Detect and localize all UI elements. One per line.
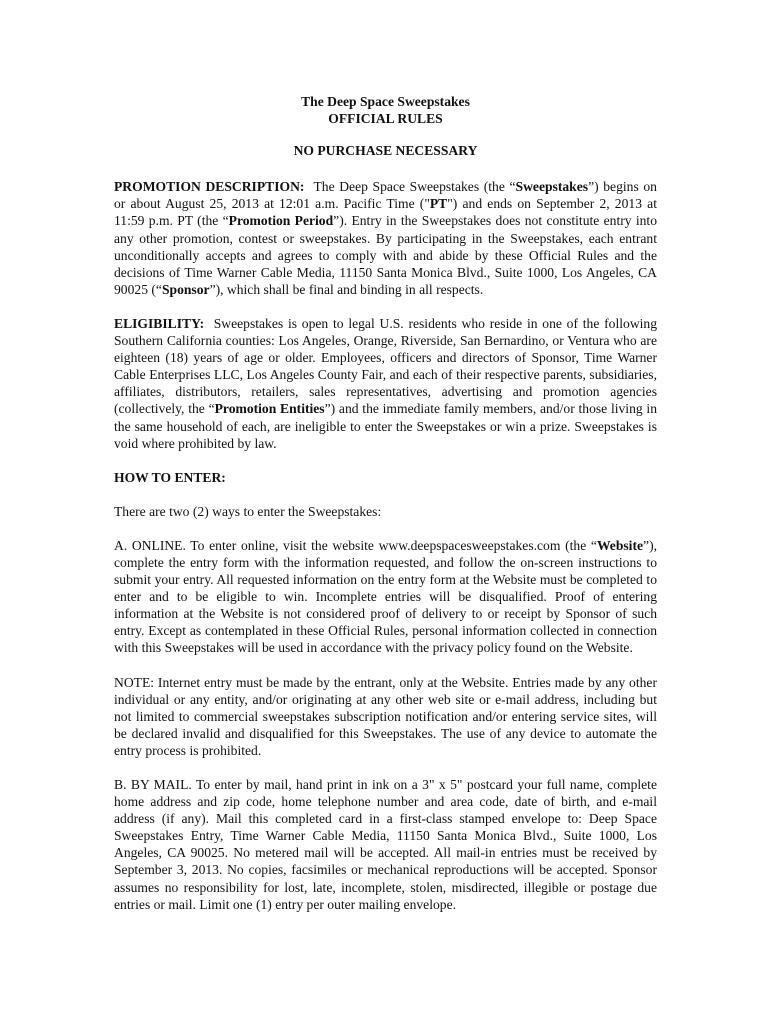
- promotion-description-label: PROMOTION DESCRIPTION:: [114, 179, 305, 195]
- online-entry-paragraph: [114, 537, 657, 657]
- term-promotion-entities: Promotion Entities: [214, 401, 325, 417]
- term-sweepstakes: Sweepstakes: [515, 179, 589, 195]
- no-purchase-heading: NO PURCHASE NECESSARY: [293, 143, 478, 159]
- how-to-enter-intro: There are two (2) ways to enter the Sweepstakes:: [114, 503, 382, 519]
- note-paragraph: NOTE: Internet entry must be made by the entrant, only at the Website. Entries made by any other individual or any entity, and/or originating at any other web site or e-mail address, including but not limited to commercial sweepstakes subscription notification and/or entering service sites, will be declared invalid and disqualified for this Sweepstakes. The use of any device to automate the entry process is prohibited.: [114, 674, 657, 758]
- eligibility-label: ELIGIBILITY:: [114, 315, 205, 331]
- document-subtitle: OFFICIAL RULES: [328, 111, 443, 127]
- eligibility-text-2: ”) and the immediate family members, and/or those living in the same household of each, are ineligible to enter the Sweepstakes or win a prize. Sweepstakes is void where prohibited by law.: [114, 401, 657, 451]
- promotion-text-2: ”) begins on or about August 25, 2013 at 12:01 a.m. Pacific Time (": [114, 179, 657, 212]
- promotion-text-1: The Deep Space Sweepstakes (the “: [313, 179, 516, 195]
- mail-entry-paragraph: B. BY MAIL. To enter by mail, hand print in ink on a 3" x 5" postcard your full name, complete home address and zip code, home telephone number and area code, date of birth, and e-mail address (if any). Mail this completed card in a first-class stamped envelope to: Deep Space Sweepstakes Entry, Time Warner Cable Media, 11150 Santa Monica Blvd., Suite 1000, Los Angeles, CA 90025. No metered mail will be accepted. All mail-in entries must be received by September 3, 2013. No copies, facsimiles or mechanical reproductions will be accepted. Sponsor assumes no responsibility for lost, late, incomplete, stolen, misdirected, illegible or postage due entries or mail. Limit one (1) entry per outer mailing envelope.: [114, 777, 657, 912]
- online-text-2: ”), complete the entry form with the information requested, and follow the on-screen instructions to submit your entry. All requested information on the entry form at the Website must be completed to enter and to be eligible to win. Incomplete entries will be disqualified. Proof of entering information at the Website is not considered proof of delivery to or receipt by Sponsor of such entry. Except as contemplated in these Official Rules, personal information collected in connection with this Sweepstakes will be used in accordance with the privacy policy found on the Website.: [114, 537, 657, 656]
- how-to-enter-heading: HOW TO ENTER:: [114, 469, 226, 485]
- term-promotion-period: Promotion Period: [228, 213, 334, 229]
- promotion-text-3: ") and ends on September 2, 2013 at 11:59 p.m. PT (the “: [114, 196, 657, 229]
- promotion-text-4: ”). Entry in the Sweepstakes does not constitute entry into any other promotion, contest or sweepstakes. By participating in the Sweepstakes, each entrant unconditionally accepts and agrees to comply with and abide by these Official Rules and the decisions of Time Warner Cable Media, 11150 Santa Monica Blvd., Suite 1000, Los Angeles, CA 90025 (“: [114, 213, 657, 297]
- document-title: The Deep Space Sweepstakes: [301, 94, 470, 109]
- document-page: [114, 93, 657, 930]
- term-sponsor: Sponsor: [161, 281, 210, 297]
- term-website: Website: [596, 537, 644, 553]
- eligibility-paragraph: [114, 315, 657, 452]
- promotion-text-5: ”), which shall be final and binding in all respects.: [209, 281, 484, 297]
- eligibility-text-1: Sweepstakes is open to legal U.S. residents who reside in one of the following Southern California counties: Los Angeles, Orange, Riverside, San Bernardino, or Ventura who are eighteen (18) years of age or older. Employees, officers and directors of Sponsor, Time Warner Cable Enterprises LLC, Los Angeles County Fair, and each of their respective parents, subsidiaries, affiliates, distributors, retailers, sales representatives, advertising and promotion agencies (collectively, the “: [114, 315, 658, 417]
- online-text-1: A. ONLINE. To enter online, visit the website www.deepspacesweepstakes.com (the “: [114, 537, 597, 553]
- promotion-description-paragraph: [114, 178, 657, 298]
- term-pt: PT: [429, 196, 448, 212]
